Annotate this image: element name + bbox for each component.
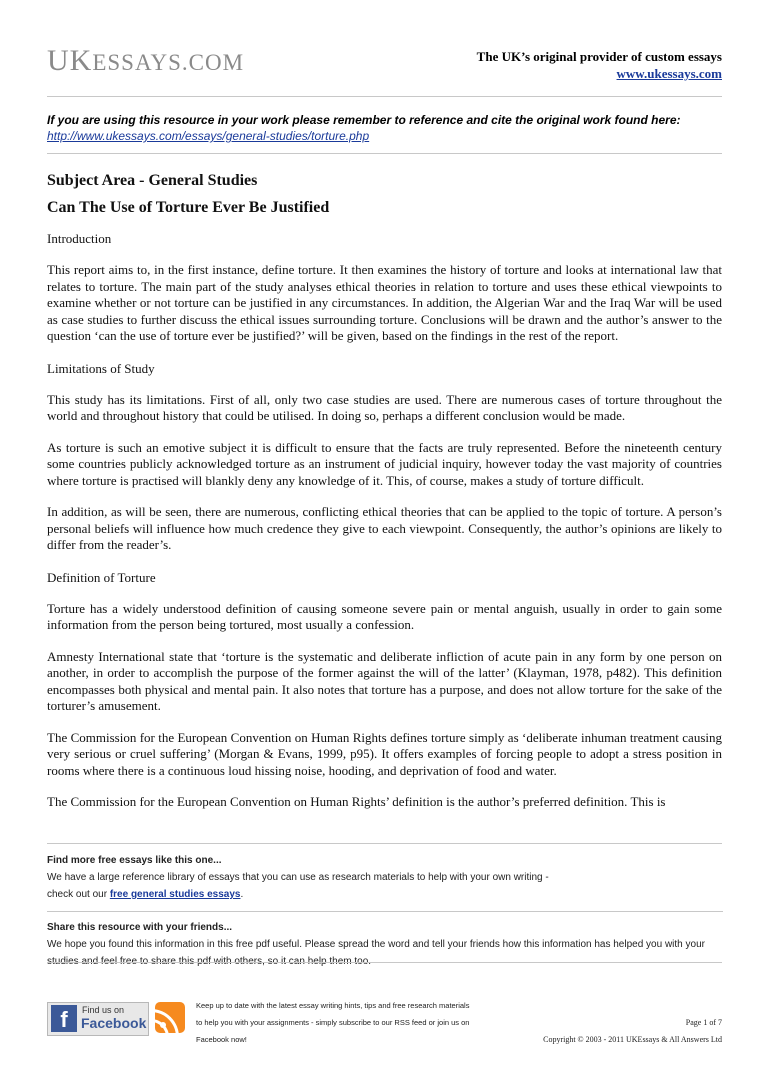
footer-divider-bottom [47,962,722,963]
page-number: Page 1 of 7 [685,1018,722,1027]
citation-notice [47,112,727,144]
paragraph: Torture has a widely understood definition of causing someone severe pain or mental anguish, usually in order to gain some information from the person being tortured, most usually a confession. [47,600,722,632]
free-essays-title: Find more free essays like this one... [47,855,222,866]
citation-message: If you are using this resource in your work please remember to reference and cite the original work found here: [47,113,681,127]
free-essays-prefix: check out our [47,889,108,900]
free-essays-text: We have a large reference library of essays that you can use as research materials to help with your own writing - [47,872,549,883]
free-essays-link[interactable]: free general studies essays [109,889,241,900]
logo-essays: ESSAYS.COM [92,50,245,75]
footer-divider-top [47,843,722,844]
footer-divider-middle [47,911,723,912]
header-tagline-block [477,48,722,82]
logo-uk: UK [47,44,93,77]
subscribe-text [196,997,469,1048]
website-link[interactable]: www.ukessays.com [616,66,722,81]
free-essays-suffix: . [240,889,244,900]
section-heading: Limitations of Study [47,360,155,376]
share-text: We hope you found this information in this free pdf useful. Please spread the word and tell your friends how this information has helped you with your [47,939,705,950]
paragraph: As torture is such an emotive subject it is difficult to ensure that the facts are truly represented. Before the nineteenth century some countries publicly acknowledged torture as an instrument of judicial inquiry, however today the vast majority of countries where torture is practised will blankly deny any knowledge of it. This, of course, makes a study of torture difficult. [47,439,722,488]
facebook-button[interactable] [47,1002,149,1036]
share-title: Share this resource with your friends... [47,922,233,933]
copyright: Copyright © 2003 - 2011 UKEssays & All Answers Ltd [543,1035,722,1044]
document-title: Can The Use of Torture Ever Be Justified [47,199,330,216]
paragraph: This study has its limitations. First of all, only two case studies are used. There are numerous cases of torture throughout the world and throughout history that could be utilised. In doing so, perhaps a different conclusion would be made. [47,391,722,423]
header [0,0,768,100]
rss-icon[interactable] [155,1002,185,1033]
subject-area: Subject Area - General Studies [47,172,258,189]
section-heading: Definition of Torture [47,569,156,585]
page-info [543,1014,722,1048]
ukessays-logo[interactable] [47,44,244,78]
footer-promo [47,852,723,970]
document-body [47,172,722,826]
subscribe-line-1: Keep up to date with the latest essay writing hints, tips and free research materials [196,1001,470,1010]
facebook-small-label: Find us on [82,1005,125,1015]
citation-divider [47,153,722,154]
facebook-label: Facebook [81,1015,147,1031]
free-essays-box [47,852,723,903]
paragraph: In addition, as will be seen, there are numerous, conflicting ethical theories that can be applied to the topic of torture. A person’s personal beliefs will influence how much credence they give to each viewpoint. Consequently, the author’s opinions are likely to differ from the reader’s. [47,504,722,552]
paragraph: This report aims to, in the first instance, define torture. It then examines the history of torture and looks at international law that relates to torture. The main part of the study analyses ethical theories in relation to torture and uses these ethical viewpoints to examine whether or not torture can be justified in any circumstances. In addition, the Algerian War and the Iraq War will be used as case studies to further discuss the ethical issues surrounding torture. Conclusions will be drawn and the author’s answer to the question ‘can the use of torture ever be justified?’ will be given, based on the findings in the rest of the report. [47,262,722,343]
subscribe-line-3: Facebook now! [196,1035,247,1044]
paragraph: The Commission for the European Convention on Human Rights’ definition is the author’s preferred definition. This is [47,794,666,809]
free-essays-line2 [47,886,723,903]
header-divider [47,96,722,97]
tagline: The UK’s original provider of custom essays [476,49,722,64]
section-heading: Introduction [47,231,112,246]
citation-link[interactable]: http://www.ukessays.com/essays/general-studies/torture.php [47,129,370,143]
facebook-icon: f [51,1005,77,1032]
paragraph: Amnesty International state that ‘torture is the systematic and deliberate infliction of acute pain in any form by one person on another, in order to accomplish the purpose of the former against the will of the latter’ (Klayman, 1978, p482). This definition encompasses both physical and mental pain. It also notes that torture has a purpose, and does not allow torture for the sake of the torturer’s amusement. [47,648,722,713]
paragraph: The Commission for the European Convention on Human Rights defines torture simply as ‘deliberate inhuman treatment causing very serious or cruel suffering’ (Morgan & Evans, 1999, p95). It offers examples of forcing people to adopt a stress position in rooms where there is a continuous loud hissing noise, hooding, and deprivation of food and water. [47,729,722,778]
subscribe-line-2: to help you with your assignments - simply subscribe to our RSS feed or join us on [196,1018,470,1027]
